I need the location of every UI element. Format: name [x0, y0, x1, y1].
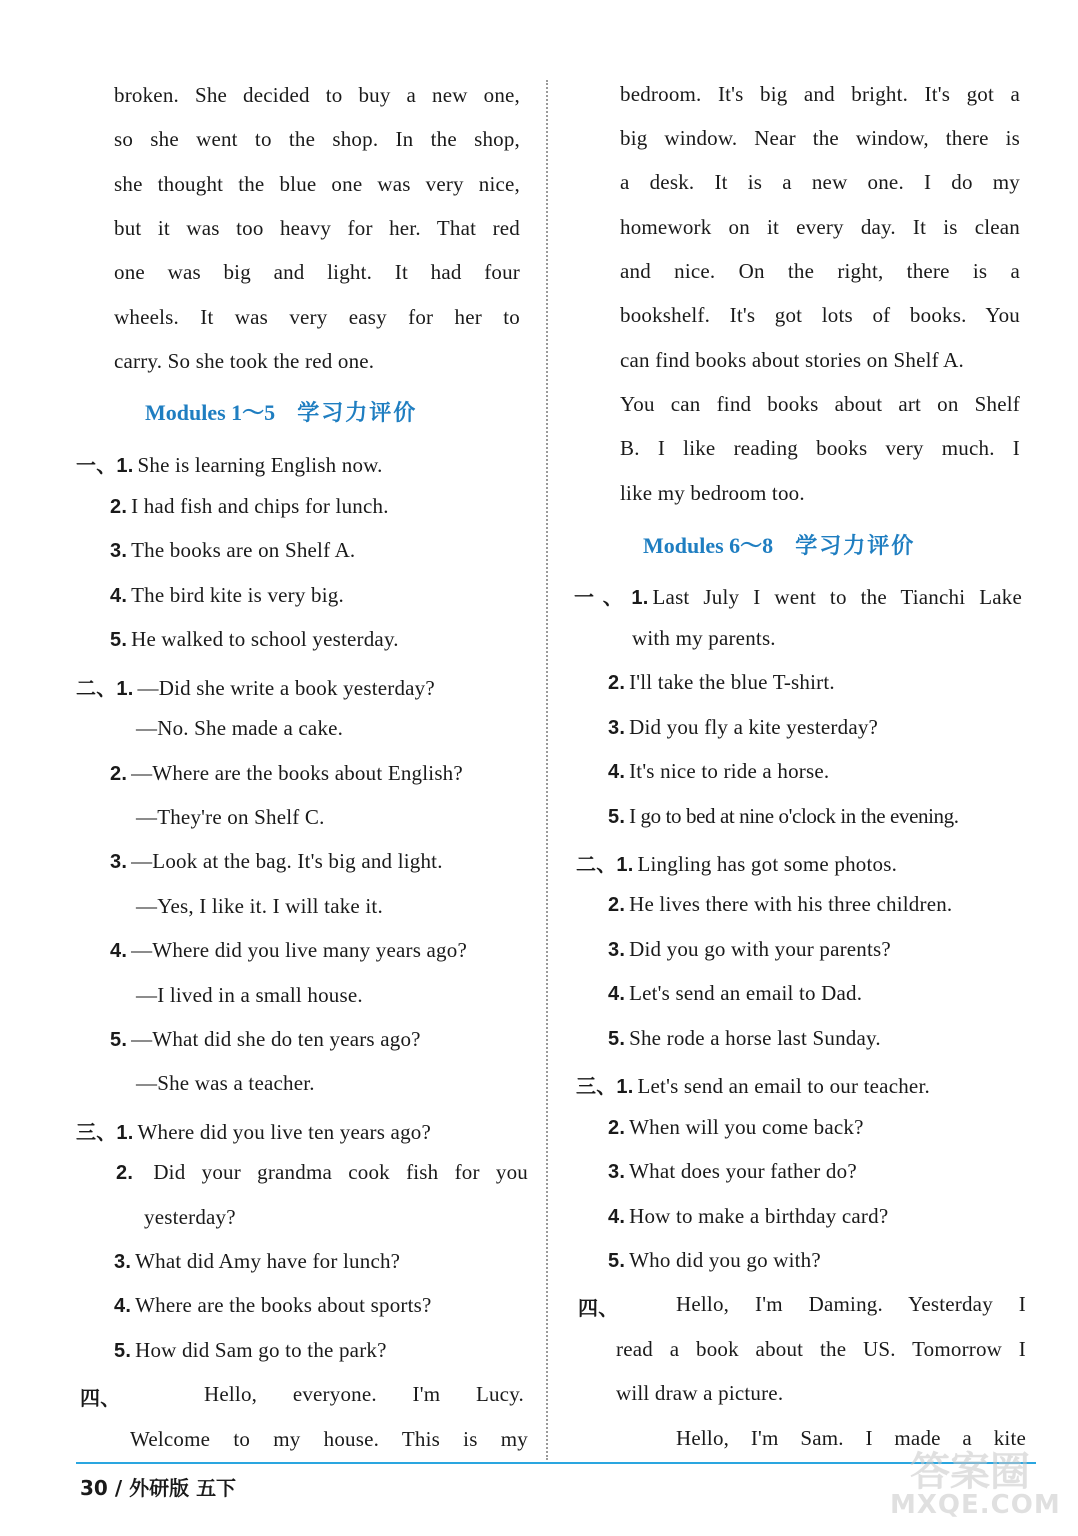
item-number: 4.	[608, 761, 626, 783]
dialog-line: —Look at the bag. It's big and light.	[131, 849, 443, 873]
dialog-line: —Yes, I like it. I will take it.	[136, 894, 383, 918]
grade-label: 五下	[196, 1476, 237, 1500]
paragraph-line: so she went to the shop. In the shop,	[114, 127, 520, 151]
answer-item	[110, 494, 389, 519]
item-text: She rode a horse last Sunday.	[629, 1026, 881, 1050]
item-text: I'll take the blue T-shirt.	[629, 670, 835, 694]
item-number: 1.	[116, 1122, 134, 1144]
answer-item	[114, 1249, 400, 1274]
paragraph-line: B. I like reading books very much. I	[620, 436, 1020, 460]
book-edition: 外研版	[129, 1476, 190, 1500]
item-number: 1.	[616, 854, 634, 876]
item-number: 5.	[608, 806, 626, 828]
item-number: 3.	[110, 851, 128, 873]
item-number: 3.	[114, 1251, 132, 1273]
paragraph-line: bookshelf. It's got lots of books. You	[620, 303, 1020, 327]
item-text-continued: with my parents.	[632, 626, 776, 650]
dialog-line: —She was a teacher.	[136, 1071, 315, 1095]
section-heading	[145, 396, 417, 427]
item-text: When will you come back?	[629, 1115, 864, 1139]
item-number: 4.	[608, 983, 626, 1005]
answer-item	[608, 1115, 864, 1140]
item-text: Lingling has got some photos.	[637, 852, 898, 876]
essay-line: Welcome to my house. This is my	[130, 1427, 528, 1451]
answer-item	[110, 849, 443, 874]
item-text: Did your grandma cook fish for you	[153, 1160, 528, 1184]
dialog-line: —They're on Shelf C.	[136, 805, 325, 829]
item-number: 1.	[116, 678, 134, 700]
paragraph-line: homework on it every day. It is clean	[620, 215, 1020, 239]
item-text: It's nice to ride a horse.	[629, 759, 830, 783]
paragraph-line: can find books about stories on Shelf A.	[620, 348, 964, 372]
item-number: 5.	[114, 1340, 132, 1362]
item-number: 2.	[116, 1162, 134, 1184]
item-number: 2.	[608, 1117, 626, 1139]
answer-item	[576, 848, 897, 877]
answer-item	[608, 1159, 857, 1184]
item-text: Let's send an email to Dad.	[629, 981, 863, 1005]
item-number: 4.	[608, 1206, 626, 1228]
item-text: Where did you live ten years ago?	[137, 1120, 431, 1144]
item-number: 5.	[110, 629, 128, 651]
item-text: Who did you go with?	[629, 1248, 821, 1272]
answer-item	[76, 1116, 431, 1145]
paragraph-line: she thought the blue one was very nice,	[114, 172, 520, 196]
answer-item	[110, 627, 399, 652]
section-label: 一、	[76, 453, 117, 477]
heading-modules: Modules 6～8	[643, 533, 774, 558]
item-number: 2.	[110, 763, 128, 785]
answer-item	[110, 583, 344, 608]
item-text: How to make a birthday card?	[629, 1204, 889, 1228]
item-number: 4.	[110, 940, 128, 962]
item-number: 5.	[608, 1028, 626, 1050]
answer-item	[608, 981, 862, 1006]
item-number: 2.	[608, 894, 626, 916]
answer-item	[76, 672, 435, 701]
section-label: 三、	[76, 1120, 117, 1144]
answer-item	[114, 1293, 432, 1318]
paragraph-line: wheels. It was very easy for her to	[114, 305, 520, 329]
item-text: I go to bed at nine o'clock in the evening.	[629, 804, 959, 828]
section-label: 二、	[576, 852, 617, 876]
answer-item	[110, 538, 355, 563]
item-text: Where are the books about sports?	[135, 1293, 432, 1317]
item-number: 1.	[616, 1076, 634, 1098]
essay-line: Hello, everyone. I'm Lucy.	[204, 1382, 524, 1406]
watermark-bottom: MXQE.COM	[890, 1490, 1061, 1520]
answer-item	[608, 937, 891, 962]
answer-item	[608, 670, 835, 695]
watermark-top: 答案圈	[910, 1449, 1030, 1495]
dialog-line: —Where are the books about English?	[131, 761, 463, 785]
paragraph-line: bedroom. It's big and bright. It's got a	[620, 82, 1020, 106]
item-number: 5.	[608, 1250, 626, 1272]
watermark-logo	[890, 1440, 1061, 1520]
item-text: He walked to school yesterday.	[131, 627, 399, 651]
answer-item	[608, 759, 829, 784]
item-text: What did Amy have for lunch?	[135, 1249, 401, 1273]
item-number: 3.	[608, 1161, 626, 1183]
answer-item	[110, 938, 467, 963]
item-text: He lives there with his three children.	[629, 892, 953, 916]
section-label: 四、	[578, 1296, 619, 1320]
answer-item	[576, 1070, 930, 1099]
item-number: 4.	[114, 1295, 132, 1317]
dialog-line: —I lived in a small house.	[136, 983, 363, 1007]
answer-item	[76, 449, 383, 478]
dialog-line: —Where did you live many years ago?	[131, 938, 467, 962]
answer-item	[574, 581, 1022, 610]
item-text: What does your father do?	[629, 1159, 857, 1183]
item-number: 4.	[110, 585, 128, 607]
answer-item	[608, 1026, 881, 1051]
item-number: 1.	[631, 587, 649, 609]
answer-item	[608, 892, 952, 917]
item-number: 1.	[116, 455, 134, 477]
item-number: 3.	[110, 540, 128, 562]
page-number: 30	[80, 1476, 108, 1500]
section-label: 二、	[76, 676, 117, 700]
dialog-line: —Did she write a book yesterday?	[137, 676, 435, 700]
heading-modules: Modules 1～5	[145, 400, 276, 425]
answer-item	[608, 1248, 821, 1273]
answer-item	[116, 1160, 528, 1185]
essay-line: read a book about the US. Tomorrow I	[616, 1337, 1026, 1361]
paragraph-line: big window. Near the window, there is	[620, 126, 1020, 150]
paragraph-line: a desk. It is a new one. I do my	[620, 170, 1020, 194]
item-number: 5.	[110, 1029, 128, 1051]
section-label-line	[80, 1382, 120, 1411]
answer-item	[114, 1338, 387, 1363]
paragraph-line: carry. So she took the red one.	[114, 349, 375, 373]
item-text: The bird kite is very big.	[131, 583, 344, 607]
answer-item	[608, 1204, 888, 1229]
paragraph-line: You can find books about art on Shelf	[620, 392, 1020, 416]
section-label: 四、	[80, 1386, 121, 1410]
section-label-line	[578, 1292, 618, 1321]
page-footer	[80, 1472, 236, 1501]
item-text: How did Sam go to the park?	[135, 1338, 387, 1362]
answer-item	[608, 804, 959, 829]
item-text: She is learning English now.	[137, 453, 383, 477]
item-text: The books are on Shelf A.	[131, 538, 356, 562]
answer-item	[110, 1027, 421, 1052]
item-text: Last July I went to the Tianchi Lake	[652, 585, 1022, 609]
essay-line: Hello, I'm Sam. I made a kite	[676, 1426, 1026, 1450]
paragraph-line: one was big and light. It had four	[114, 260, 520, 284]
item-number: 2.	[608, 672, 626, 694]
paragraph-line: broken. She decided to buy a new one,	[114, 83, 520, 107]
item-number: 2.	[110, 496, 128, 518]
paragraph-line: but it was too heavy for her. That red	[114, 216, 520, 240]
item-text: Let's send an email to our teacher.	[637, 1074, 930, 1098]
footer-separator: /	[114, 1476, 123, 1500]
item-text-continued: yesterday?	[144, 1205, 236, 1229]
dialog-line: —No. She made a cake.	[136, 716, 344, 740]
item-text: Did you fly a kite yesterday?	[629, 715, 879, 739]
answer-item	[608, 715, 878, 740]
heading-cn: 学习力评价	[795, 534, 916, 559]
essay-line: will draw a picture.	[616, 1381, 784, 1405]
paragraph-line: like my bedroom too.	[620, 481, 805, 505]
section-label: 一、	[574, 585, 632, 609]
paragraph-line: and nice. On the right, there is a	[620, 259, 1020, 283]
section-heading	[643, 529, 915, 560]
item-text: I had fish and chips for lunch.	[131, 494, 389, 518]
section-label: 三、	[576, 1074, 617, 1098]
essay-line: Hello, I'm Daming. Yesterday I	[676, 1292, 1026, 1316]
dialog-line: —What did she do ten years ago?	[131, 1027, 421, 1051]
heading-cn: 学习力评价	[297, 401, 418, 426]
answer-item	[110, 761, 463, 786]
item-text: Did you go with your parents?	[629, 937, 891, 961]
column-divider	[546, 80, 548, 1460]
item-number: 3.	[608, 939, 626, 961]
item-number: 3.	[608, 717, 626, 739]
